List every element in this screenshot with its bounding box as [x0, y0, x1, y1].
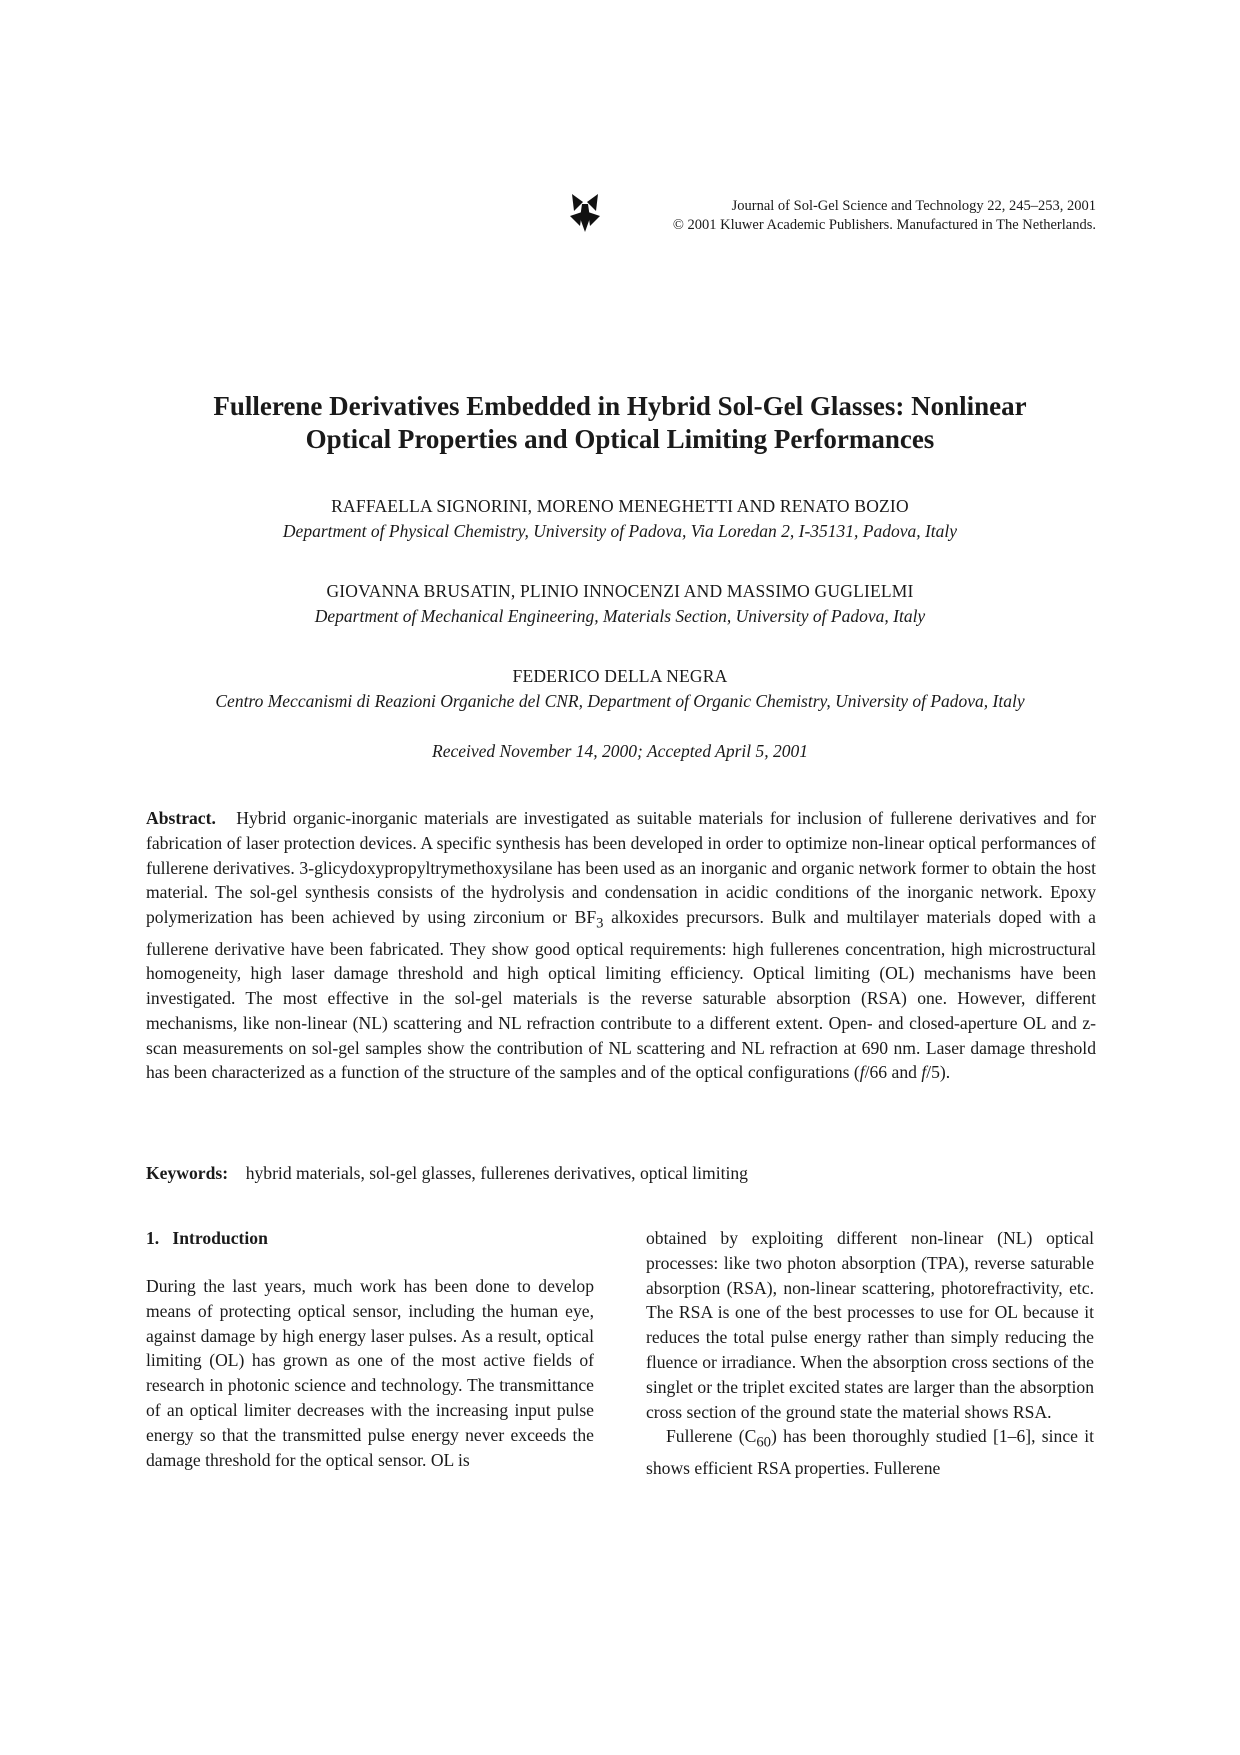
abstract-text-1: Hybrid organic-inorganic materials are investigated as suitable materials for inclusion of fullerene derivatives and for fabrication of laser protection devices. A specific synthesis has been developed in order to optimize non-linear optical performances of fullerene derivatives. 3-glicydoxypropyltrymethoxysilane has been used as an inorganic and organic network former to obtain the host material. The sol-gel synthesis consists of the hydrolysis and condensation in acidic conditions of the inorganic network. Epoxy polymerization has been achieved by using zirconium or BF — [146, 808, 1096, 928]
right-column — [646, 1226, 1094, 1480]
intro-paragraph-2-text-a: Fullerene (C — [666, 1426, 757, 1447]
keywords-label: Keywords: — [146, 1163, 229, 1183]
abstract-text-3: /66 and — [864, 1062, 922, 1083]
title-line-2: Optical Properties and Optical Limiting Performances — [305, 424, 935, 454]
abstract — [146, 806, 1096, 1085]
author-affiliation-1: Department of Physical Chemistry, University of Padova, Via Loredan 2, I-35131, Padova, Italy — [282, 521, 958, 541]
paper-title — [140, 390, 1100, 456]
author-names-2: GIOVANNA BRUSATIN, PLINIO INNOCENZI AND MASSIMO GUGLIELMI — [326, 581, 914, 601]
intro-paragraph-1: During the last years, much work has been done to develop means of protecting optical sensor, including the human eye, against damage by high energy laser pulses. As a result, optical limiting (OL) has grown as one of the most active fields of research in photonic science and technology. The transmittance of an optical limiter decreases with the increasing input pulse energy so that the transmitted pulse energy never exceeds the damage threshold for the optical sensor. OL is — [146, 1276, 594, 1470]
publisher-logo-icon — [568, 192, 602, 234]
intro-paragraph-1-continued: obtained by exploiting different non-linear (NL) optical processes: like two photon absorption (TPA), reverse saturable absorption (RSA), non-linear scattering, photorefractivity, etc. The RSA is one of the best processes to use for OL because it reduces the total pulse energy rather than simply reducing the fluence or irradiance. When the absorption cross sections of the singlet or the triplet excited states are larger than the absorption cross section of the ground state the material shows RSA. — [646, 1228, 1094, 1422]
intro-paragraph-2-text-b: ) has been thoroughly studied [1–6], since it shows efficient RSA properties. Fullerene — [646, 1426, 1094, 1478]
intro-paragraph-2 — [646, 1424, 1094, 1480]
copyright-line: © 2001 Kluwer Academic Publishers. Manufactured in The Netherlands. — [672, 217, 1096, 233]
received-dates: Received November 14, 2000; Accepted April 5, 2001 — [432, 741, 808, 761]
title-line-1: Fullerene Derivatives Embedded in Hybrid Sol-Gel Glasses: Nonlinear — [213, 391, 1027, 421]
abstract-subscript: 3 — [596, 915, 604, 932]
abstract-f-number-2: f — [921, 1062, 927, 1083]
fullerene-subscript: 60 — [756, 1434, 771, 1451]
keywords-text: hybrid materials, sol-gel glasses, fullerenes derivatives, optical limiting — [245, 1163, 748, 1183]
abstract-label: Abstract. — [146, 808, 216, 828]
author-names-1: RAFFAELLA SIGNORINI, MORENO MENEGHETTI AND RENATO BOZIO — [331, 496, 909, 516]
journal-header — [568, 190, 1096, 236]
author-affiliation-3: Centro Meccanismi di Reazioni Organiche del CNR, Department of Organic Chemistry, University of Padova, Italy — [215, 691, 1025, 711]
abstract-text-2: alkoxides precursors. Bulk and multilayer materials doped with a fullerene derivative have been fabricated. They show good optical requirements: high fullerenes concentration, high microstructural homogeneity, high laser damage threshold and high optical limiting efficiency. Optical limiting (OL) mechanisms have been investigated. The most effective in the sol-gel materials is the reverse saturable absorption (RSA) one. However, different mechanisms, like non-linear (NL) scattering and NL refraction contribute to a different extent. Open- and closed-aperture OL and z-scan measurements on sol-gel samples show the contribution of NL scattering and NL refraction at 690 nm. Laser damage threshold has been characterized as a function of the structure of the samples and of the optical configurations ( — [146, 907, 1096, 1083]
journal-citation: Journal of Sol-Gel Science and Technology 22, 245–253, 2001 — [731, 198, 1096, 214]
section-heading-introduction: 1. Introduction — [146, 1228, 268, 1248]
abstract-f-number-1: f — [859, 1062, 865, 1083]
keywords — [146, 1161, 1096, 1185]
left-column — [146, 1226, 594, 1472]
author-names-3: FEDERICO DELLA NEGRA — [512, 666, 728, 686]
author-affiliation-2: Department of Mechanical Engineering, Materials Section, University of Padova, Italy — [314, 606, 926, 626]
abstract-text-4: /5). — [926, 1062, 951, 1083]
